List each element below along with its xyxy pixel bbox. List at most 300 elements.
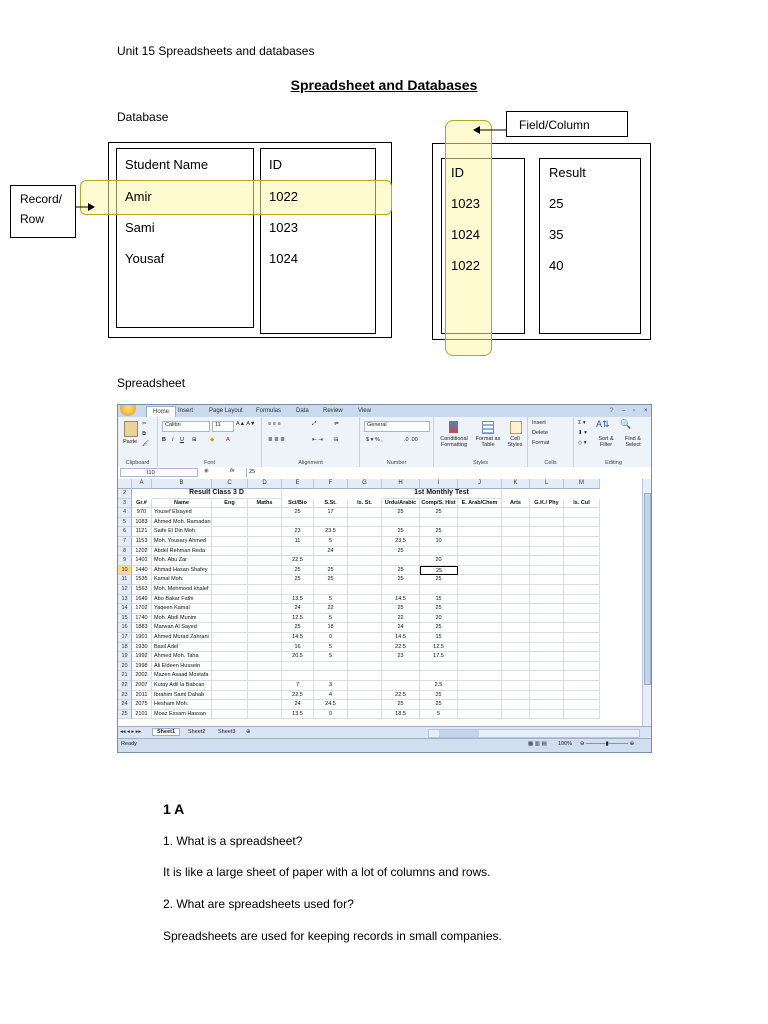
cell[interactable] (212, 643, 248, 653)
cell-name[interactable]: Kamal Moh. (152, 575, 212, 585)
cell-sst[interactable]: 23.5 (314, 527, 348, 537)
cell-sst[interactable] (314, 671, 348, 681)
cell[interactable] (458, 662, 502, 672)
column-header[interactable]: C (212, 479, 248, 489)
cell[interactable] (564, 691, 600, 701)
tab-home[interactable]: Home (146, 406, 176, 418)
cell[interactable] (248, 575, 282, 585)
cell[interactable] (502, 633, 530, 643)
cut-icon[interactable]: ✂ (142, 421, 147, 427)
cell[interactable] (564, 643, 600, 653)
cell[interactable] (458, 585, 502, 595)
cell[interactable] (248, 681, 282, 691)
decimal-icon[interactable]: .0 .00 (404, 437, 418, 443)
cell[interactable] (564, 556, 600, 566)
cell-comp[interactable]: 25 (420, 623, 458, 633)
conditional-formatting-icon[interactable] (449, 421, 458, 433)
cell[interactable] (564, 633, 600, 643)
minimize-icon[interactable]: – (622, 408, 626, 414)
delete-cells-button[interactable]: Delete (532, 430, 548, 436)
insert-cells-button[interactable]: Insert (532, 420, 546, 426)
cell[interactable] (458, 537, 502, 547)
cell[interactable] (564, 585, 600, 595)
cell-gr[interactable]: 2002 (132, 671, 152, 681)
orientation-icon[interactable]: ⤢ (312, 421, 317, 427)
cell[interactable] (212, 633, 248, 643)
cell[interactable] (502, 643, 530, 653)
cell[interactable] (502, 614, 530, 624)
cell[interactable] (564, 700, 600, 710)
cell[interactable] (564, 604, 600, 614)
cell-sci[interactable]: 23 (282, 527, 314, 537)
borders-icon[interactable]: ⊞ (192, 437, 197, 443)
cell-sst[interactable] (314, 518, 348, 528)
cell[interactable] (502, 623, 530, 633)
cell[interactable] (564, 662, 600, 672)
cell-sci[interactable]: 7 (282, 681, 314, 691)
cell-urdu[interactable]: 25 (382, 508, 420, 518)
cell[interactable] (348, 556, 382, 566)
cell[interactable] (458, 575, 502, 585)
format-as-table-icon[interactable] (482, 421, 494, 434)
cell[interactable] (564, 652, 600, 662)
cell[interactable] (564, 575, 600, 585)
cell[interactable] (348, 614, 382, 624)
cell[interactable] (458, 623, 502, 633)
cell[interactable] (502, 671, 530, 681)
cell-name[interactable]: Abdel Rehman Reda (152, 547, 212, 557)
cell[interactable] (458, 633, 502, 643)
cell-urdu[interactable]: 22.5 (382, 643, 420, 653)
cell[interactable] (248, 518, 282, 528)
cell[interactable] (348, 623, 382, 633)
cell[interactable] (458, 547, 502, 557)
cell-gr[interactable]: 1401 (132, 556, 152, 566)
cell-sci[interactable]: 20.5 (282, 652, 314, 662)
cell[interactable] (530, 652, 564, 662)
cell-comp[interactable]: 10 (420, 537, 458, 547)
cell-gr[interactable]: 1649 (132, 595, 152, 605)
cell[interactable] (530, 681, 564, 691)
column-header[interactable]: F (314, 479, 348, 489)
cell[interactable] (502, 691, 530, 701)
cell[interactable] (564, 681, 600, 691)
cell-urdu[interactable]: 25 (382, 700, 420, 710)
cell[interactable] (248, 700, 282, 710)
cell[interactable] (530, 537, 564, 547)
cell-sci[interactable]: 24 (282, 700, 314, 710)
column-header[interactable]: B (152, 479, 212, 489)
cell[interactable] (348, 527, 382, 537)
cell[interactable] (248, 643, 282, 653)
cell[interactable] (458, 527, 502, 537)
cell[interactable] (530, 604, 564, 614)
cell[interactable] (212, 623, 248, 633)
cell-urdu[interactable]: 25 (382, 604, 420, 614)
fill-color-icon[interactable]: ◆ (210, 437, 215, 443)
cell-comp[interactable] (420, 518, 458, 528)
column-header[interactable]: K (502, 479, 530, 489)
cell[interactable] (212, 691, 248, 701)
tab-formulas[interactable]: Formulas (256, 408, 282, 414)
cell[interactable] (564, 537, 600, 547)
paste-icon[interactable] (124, 421, 138, 437)
column-header[interactable]: M (564, 479, 600, 489)
cell[interactable] (248, 614, 282, 624)
column-title-cell[interactable]: Is. Cul (564, 499, 600, 509)
column-header[interactable]: A (132, 479, 152, 489)
column-header[interactable]: E (282, 479, 314, 489)
cell[interactable] (564, 566, 600, 576)
cell-gr[interactable]: 2011 (132, 691, 152, 701)
cell-sci[interactable]: 25 (282, 566, 314, 576)
cell[interactable] (458, 652, 502, 662)
cell-name[interactable]: Marwan Al Sayed (152, 623, 212, 633)
cell[interactable] (348, 671, 382, 681)
font-size-select[interactable]: 11 (212, 421, 234, 432)
merge-icon[interactable]: ⊟ (334, 437, 339, 443)
cell-urdu[interactable] (382, 671, 420, 681)
cell[interactable] (458, 710, 502, 720)
cell[interactable] (248, 691, 282, 701)
cell[interactable] (502, 700, 530, 710)
cell-urdu[interactable] (382, 662, 420, 672)
cell[interactable] (212, 575, 248, 585)
cell[interactable] (348, 518, 382, 528)
cell[interactable] (502, 508, 530, 518)
tab-view[interactable]: View (358, 408, 371, 414)
cell[interactable] (458, 614, 502, 624)
cell[interactable] (530, 671, 564, 681)
cell[interactable] (530, 691, 564, 701)
cell-comp[interactable]: 25 (420, 575, 458, 585)
cell[interactable] (530, 633, 564, 643)
cell-comp[interactable]: 2.5 (420, 681, 458, 691)
cell[interactable] (212, 595, 248, 605)
cell-gr[interactable]: 1083 (132, 518, 152, 528)
cell[interactable] (502, 537, 530, 547)
cell-comp[interactable]: 20 (420, 614, 458, 624)
cell-gr[interactable]: 1535 (132, 575, 152, 585)
cell-styles-button[interactable]: Cell Styles (507, 436, 523, 448)
column-title-cell[interactable]: Eng (212, 499, 248, 509)
cell[interactable] (502, 585, 530, 595)
cell[interactable] (248, 710, 282, 720)
cell-name[interactable]: Moaz Essam Hassan (152, 710, 212, 720)
cell[interactable] (212, 518, 248, 528)
cell[interactable] (458, 691, 502, 701)
tab-review[interactable]: Review (323, 408, 343, 414)
cell-comp[interactable]: 15 (420, 633, 458, 643)
cell-comp[interactable] (420, 671, 458, 681)
restore-icon[interactable]: ▫ (633, 408, 636, 414)
conditional-formatting-button[interactable]: Conditional Formatting (440, 436, 468, 448)
column-header[interactable]: L (530, 479, 564, 489)
cell[interactable] (248, 556, 282, 566)
cell[interactable] (248, 604, 282, 614)
cell[interactable] (458, 518, 502, 528)
cell-comp[interactable] (420, 662, 458, 672)
cell[interactable] (212, 614, 248, 624)
fill-icon[interactable]: ⬇ ▾ (578, 430, 587, 436)
cell[interactable] (564, 527, 600, 537)
cell-gr[interactable]: 2101 (132, 710, 152, 720)
cell-gr[interactable]: 1930 (132, 643, 152, 653)
cell[interactable] (458, 671, 502, 681)
cell[interactable] (530, 585, 564, 595)
cell-sst[interactable] (314, 585, 348, 595)
cell[interactable] (502, 518, 530, 528)
format-cells-button[interactable]: Format (532, 440, 550, 446)
cell[interactable] (502, 575, 530, 585)
cell[interactable] (348, 585, 382, 595)
cell-sst[interactable]: 4 (314, 691, 348, 701)
cell-sst[interactable]: 25 (314, 566, 348, 576)
paste-button[interactable]: Paste (123, 439, 138, 445)
cell[interactable] (502, 527, 530, 537)
cell[interactable] (348, 691, 382, 701)
cell[interactable] (248, 508, 282, 518)
column-title-cell[interactable]: S.St. (314, 499, 348, 509)
office-button-icon[interactable] (120, 404, 136, 416)
cell[interactable] (502, 662, 530, 672)
cell[interactable] (248, 537, 282, 547)
cell-comp[interactable]: 25 (420, 700, 458, 710)
cell-comp[interactable]: 12.5 (420, 643, 458, 653)
cell[interactable] (458, 508, 502, 518)
cell-comp[interactable] (420, 547, 458, 557)
cell[interactable] (212, 508, 248, 518)
function-icon[interactable]: fx (230, 468, 235, 474)
cell-sst[interactable]: 0 (314, 710, 348, 720)
cell[interactable] (564, 671, 600, 681)
cell-sci[interactable] (282, 662, 314, 672)
active-cell[interactable]: 25 (420, 566, 458, 576)
cell[interactable] (348, 575, 382, 585)
cell[interactable] (348, 643, 382, 653)
column-title-cell[interactable]: Sci/Bio (282, 499, 314, 509)
cell[interactable] (248, 527, 282, 537)
cell-name[interactable]: Ahmed Moh. Ramadan (152, 518, 212, 528)
cell[interactable] (564, 595, 600, 605)
cell[interactable] (248, 623, 282, 633)
copy-icon[interactable]: ⧉ (142, 431, 146, 437)
cell-name[interactable]: Ibrahim Sami Dahab (152, 691, 212, 701)
cell-urdu[interactable]: 14.5 (382, 633, 420, 643)
formula-input[interactable]: 25 (246, 468, 644, 477)
cell[interactable] (458, 700, 502, 710)
cell[interactable] (212, 547, 248, 557)
indent-icon[interactable]: ⇤ ⇥ (312, 437, 323, 443)
vertical-scrollbar[interactable] (642, 479, 651, 729)
cell[interactable] (530, 556, 564, 566)
cell-name[interactable]: Basil Adel (152, 643, 212, 653)
cell-urdu[interactable]: 23.5 (382, 537, 420, 547)
cell-comp[interactable]: 15 (420, 595, 458, 605)
cell[interactable] (564, 710, 600, 720)
cell-name[interactable]: Moh. Mehmood khalef (152, 585, 212, 595)
column-title-cell[interactable]: Urdu/Arabic (382, 499, 420, 509)
h-scrollbar-thumb[interactable] (439, 730, 479, 737)
cell[interactable] (458, 556, 502, 566)
cell-sci[interactable]: 24 (282, 604, 314, 614)
cell[interactable] (458, 604, 502, 614)
cell-comp[interactable]: 25 (420, 604, 458, 614)
cell-gr[interactable]: 1992 (132, 652, 152, 662)
cell[interactable] (530, 710, 564, 720)
cell-sci[interactable]: 25 (282, 508, 314, 518)
cell-sst[interactable]: 3 (314, 681, 348, 691)
cell[interactable] (502, 556, 530, 566)
column-header[interactable]: H (382, 479, 420, 489)
cell[interactable] (502, 710, 530, 720)
worksheet-grid[interactable] (118, 479, 651, 729)
sheet-nav-icon[interactable]: ◂◂ ◂ ▸ ▸▸ (120, 729, 142, 735)
cell[interactable] (348, 547, 382, 557)
cell-name[interactable]: Ahmad Hasan Shafey (152, 566, 212, 576)
cell[interactable] (248, 662, 282, 672)
cell[interactable] (212, 556, 248, 566)
cell-sst[interactable]: 17 (314, 508, 348, 518)
cell-title[interactable]: Result Class 3 D (152, 489, 282, 499)
cell-sst[interactable] (314, 556, 348, 566)
cell-name[interactable]: Moh. Abdl Munim (152, 614, 212, 624)
tab-data[interactable]: Data (296, 408, 309, 414)
cell-urdu[interactable]: 25 (382, 527, 420, 537)
help-icon[interactable]: ? (610, 408, 614, 414)
cell-sci[interactable]: 22.5 (282, 691, 314, 701)
cell-name[interactable]: Ahmed Murad Zahrani (152, 633, 212, 643)
cell[interactable] (502, 595, 530, 605)
cell[interactable] (348, 633, 382, 643)
column-header[interactable]: J (458, 479, 502, 489)
format-painter-icon[interactable]: 🖌 (142, 441, 149, 447)
view-buttons-icon[interactable]: ▦ ▥ ▤ (528, 741, 547, 747)
cell[interactable] (248, 633, 282, 643)
clear-icon[interactable]: ◇ ▾ (578, 440, 587, 446)
cell-sst[interactable]: 24.5 (314, 700, 348, 710)
column-title-cell[interactable]: Gr.# (132, 499, 152, 509)
cell[interactable] (348, 595, 382, 605)
autosum-icon[interactable]: Σ ▾ (578, 420, 586, 426)
cell-sci[interactable]: 12.5 (282, 614, 314, 624)
cell-comp[interactable]: 17.5 (420, 652, 458, 662)
cell-gr[interactable]: 970 (132, 508, 152, 518)
cell-styles-icon[interactable] (510, 421, 522, 434)
cell-sst[interactable]: 5 (314, 537, 348, 547)
cell-sci[interactable]: 25 (282, 575, 314, 585)
column-header[interactable]: D (248, 479, 282, 489)
cell-gr[interactable]: 1440 (132, 566, 152, 576)
horizontal-scrollbar[interactable] (428, 729, 640, 738)
cell-sci[interactable]: 14.5 (282, 633, 314, 643)
cell-comp[interactable]: 25 (420, 527, 458, 537)
zoom-slider[interactable]: ⊖ ─────▮───── ⊕ (580, 741, 635, 747)
cell-name[interactable]: Abo Bakar Fathi (152, 595, 212, 605)
cell-name[interactable]: Moh. Abu Zar (152, 556, 212, 566)
cell[interactable] (502, 604, 530, 614)
column-title-cell[interactable]: G.K./ Phy (530, 499, 564, 509)
cell[interactable] (212, 604, 248, 614)
cell-sci[interactable]: 22.5 (282, 556, 314, 566)
cell-sst[interactable]: 22 (314, 604, 348, 614)
cell[interactable] (212, 681, 248, 691)
cell-sst[interactable]: 24 (314, 547, 348, 557)
bold-icon[interactable]: B (162, 437, 166, 443)
cell-sst[interactable] (314, 662, 348, 672)
cell-gr[interactable]: 1202 (132, 547, 152, 557)
sort-filter-button[interactable]: Sort & Filter (598, 436, 614, 448)
select-all-corner[interactable] (118, 479, 132, 489)
number-format-select[interactable]: General (364, 421, 430, 432)
cell-sci[interactable]: 25 (282, 623, 314, 633)
find-select-button[interactable]: Find & Select (625, 436, 641, 448)
font-color-icon[interactable]: A (226, 437, 230, 443)
cell-name[interactable]: Ali Eldeen Hussein (152, 662, 212, 672)
sheet-tab-1[interactable]: Sheet1 (152, 728, 180, 736)
cell[interactable] (530, 700, 564, 710)
cell[interactable] (564, 614, 600, 624)
cell-urdu[interactable] (382, 681, 420, 691)
cell-comp[interactable]: 25 (420, 508, 458, 518)
cell-urdu[interactable]: 14.5 (382, 595, 420, 605)
cell[interactable] (564, 547, 600, 557)
cell-gr[interactable]: 1563 (132, 585, 152, 595)
cell[interactable] (530, 643, 564, 653)
cell-gr[interactable]: 2075 (132, 700, 152, 710)
wrap-text-icon[interactable]: ⇌ (334, 421, 339, 427)
cell-name[interactable]: Ahmed Moh. Taha (152, 652, 212, 662)
cell[interactable] (212, 585, 248, 595)
cell[interactable] (348, 537, 382, 547)
cell-test-title[interactable]: 1st Monthly Test (382, 489, 502, 499)
cell[interactable] (348, 508, 382, 518)
column-title-cell[interactable]: Maths (248, 499, 282, 509)
cell-name[interactable]: Yaqeen Kamal (152, 604, 212, 614)
cell-name[interactable]: Mazen Asaad Mostafa (152, 671, 212, 681)
cell[interactable] (348, 652, 382, 662)
cell-sci[interactable] (282, 585, 314, 595)
tab-insert[interactable]: Insert (178, 408, 194, 414)
cell[interactable] (212, 671, 248, 681)
cell[interactable] (502, 681, 530, 691)
cell[interactable] (212, 652, 248, 662)
italic-icon[interactable]: I (172, 437, 174, 443)
cell-gr[interactable]: 1121 (132, 527, 152, 537)
cell-sst[interactable]: 5 (314, 643, 348, 653)
column-title-cell[interactable]: Arts (502, 499, 530, 509)
cell[interactable] (530, 518, 564, 528)
cell[interactable] (502, 566, 530, 576)
cell[interactable] (458, 681, 502, 691)
cell[interactable] (530, 508, 564, 518)
currency-icon[interactable]: $ ▾ % , (366, 437, 383, 443)
column-title-cell[interactable]: Comp/S. Hist (420, 499, 458, 509)
cell-sst[interactable]: 18 (314, 623, 348, 633)
cell[interactable] (564, 508, 600, 518)
cell-sci[interactable] (282, 518, 314, 528)
cell[interactable] (458, 643, 502, 653)
align-left-icon[interactable]: ≣ ≣ ≣ (268, 437, 285, 443)
scrollbar-thumb[interactable] (644, 493, 651, 685)
cell[interactable] (348, 566, 382, 576)
column-header[interactable]: G (348, 479, 382, 489)
cell-gr[interactable]: 1883 (132, 623, 152, 633)
format-as-table-button[interactable]: Format as Table (475, 436, 501, 448)
cell-urdu[interactable]: 25 (382, 566, 420, 576)
cell-sst[interactable]: 5 (314, 595, 348, 605)
cell[interactable] (530, 547, 564, 557)
